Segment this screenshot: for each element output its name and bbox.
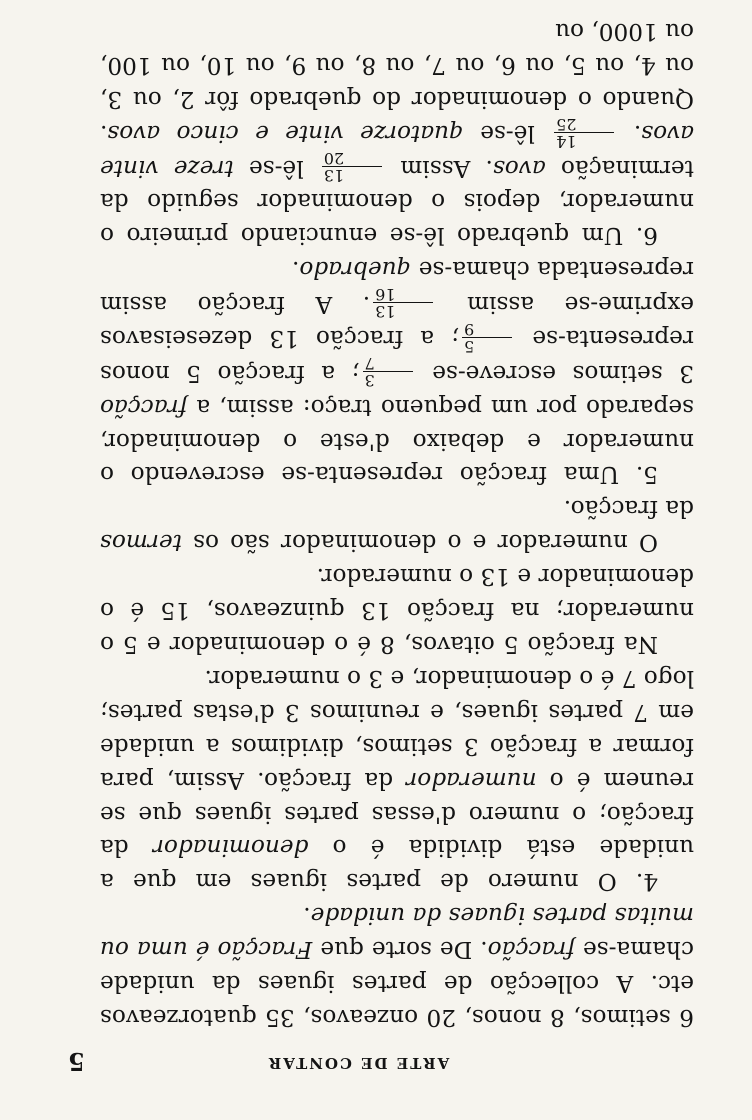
paragraph-continuation: 6 setimos, 8 nonos, 20 onzeavos, 35 quatorzeavos etc. A collecção de partes iguaes da unidade chama-se fracção. De sorte que Fracção é uma ou muitas partes iguaes da unidade. (99, 902, 694, 1031)
term-termos: termos (100, 529, 182, 557)
body-text (100, 14, 694, 1034)
fraction-5-9: 5 9 (462, 321, 512, 354)
paragraph-4: 4. O numero de partes iguaes em que a unidade está dividida é o denominador da fracção; o numero d'essas partes iguaes que se reunem é o numerador da fracção. Assim, para formar a fracção 3 setimos, dividimos a unidade em 7 partes iguaes, e reunimos 3 d'estas partes; logo 7 é o denominador, e 3 o numerador. (100, 664, 694, 896)
term-fraccao: fracção (487, 936, 575, 964)
page-number: 5 (68, 1047, 85, 1076)
fraction-13-16: 13 16 (373, 286, 433, 319)
reading-14-25: quatorze vinte e cinco avos (107, 120, 464, 148)
fraction-14-25: 14 25 (554, 116, 614, 149)
term-avos: avos (492, 154, 546, 182)
definition-text: é uma ou muitas partes iguaes da unidade (99, 902, 694, 964)
term-fraccao-2: fracção (100, 393, 188, 421)
fraction-13-20: 13 20 (322, 150, 382, 183)
term-fraccao-definition: Fracção (217, 936, 313, 964)
paragraph-5: 5. Uma fracção representa-se escrevendo o numerador e debaixo d'este o denominador, separado por um pequeno traço: assim, a fracção 3 setimos escreve-se 3 7 ; a fracção 5 nonos representa-se 5 9 ; a fracção 13 dezeseisavos exprime-se assim 13 16 . A fracção assim representada chama-se quebrado. (100, 256, 694, 489)
page-header (68, 1048, 648, 1076)
paragraph-examples: Na fracção 5 oitavos, 8 é o denominador e 5 o numerador; na fracção 13 quinzeavos, 15 é o denominador e 13 o numerador. (100, 563, 694, 659)
paragraph-termos: O numerador e o denominador são os termos da fracção. (100, 495, 694, 557)
term-denominador: denominador (152, 834, 309, 862)
reading-13-20: treze vinte avos (100, 120, 694, 182)
paragraph-6: 6. Um quebrado lê-se enunciando primeiro o numerador, depois o denominador seguido da terminação avos. Assim 13 20 lê-se treze vinte avos. 14 25 lê-se quatorze vinte e cinco avos. Quando o denominador do quebrado fôr 2, ou 3, ou 4, ou 5, ou 6, ou 7, ou 8, ou 9, ou 10, ou 100, ou 1000, ou (100, 17, 694, 250)
term-numerador: numerador (406, 766, 537, 794)
fraction-3-7: 3 7 (363, 355, 413, 388)
term-quebrado: quebrado (299, 256, 412, 284)
running-title: ARTE DE CONTAR (266, 1054, 450, 1072)
